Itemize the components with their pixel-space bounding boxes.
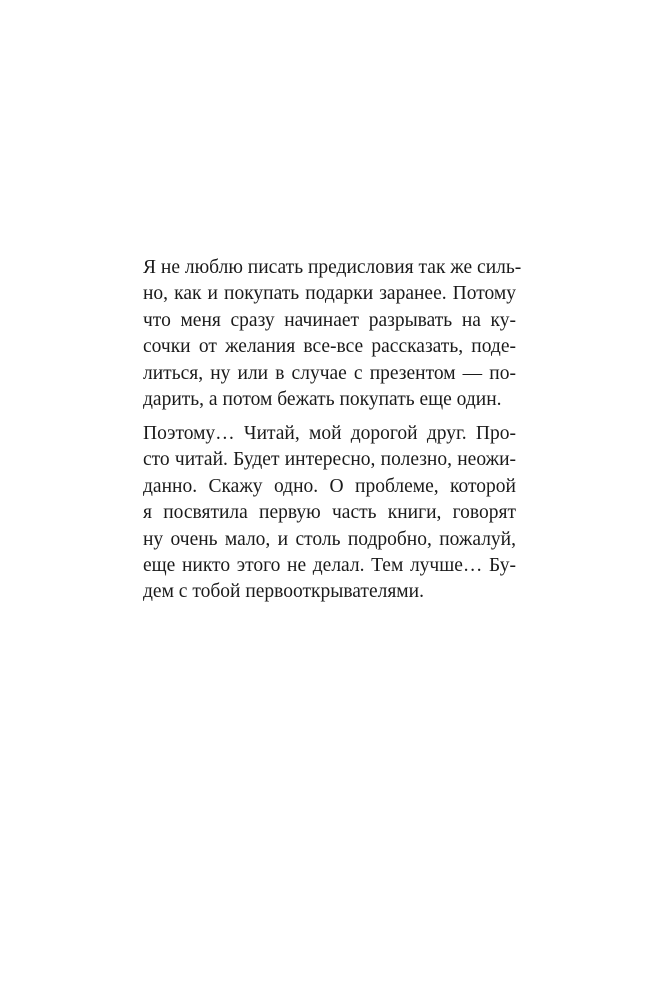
text-line: но, как и покупать подарки заранее. Потому [143, 283, 516, 305]
text-line: еще никто этого не делал. Тем лучше… Бу- [143, 554, 516, 576]
text-line: сто читай. Будет интересно, полезно, неожи- [143, 449, 516, 471]
text-line: я посвятила первую часть книги, говорят [143, 502, 516, 524]
text-line: что меня сразу начинает разрывать на ку- [143, 309, 516, 331]
text-line: Поэтому… Читай, мой дорогой друг. Про- [143, 423, 516, 444]
text-line: сочки от желания все-все рассказать, поде- [143, 336, 516, 358]
text-line: дарить, а потом бежать покупать еще один. [143, 388, 502, 410]
paragraph-2 [143, 421, 516, 606]
text-line: литься, ну или в случае с презентом — по- [143, 362, 516, 384]
text-line: Я не люблю писать предисловия так же силь- [143, 257, 522, 278]
paragraph-1 [143, 255, 522, 413]
text-line: ну очень мало, и столь подробно, пожалуй, [143, 528, 516, 550]
text-line: данно. Скажу одно. О проблеме, которой [143, 475, 516, 497]
text-line: дем с тобой первооткрывателями. [143, 581, 424, 603]
